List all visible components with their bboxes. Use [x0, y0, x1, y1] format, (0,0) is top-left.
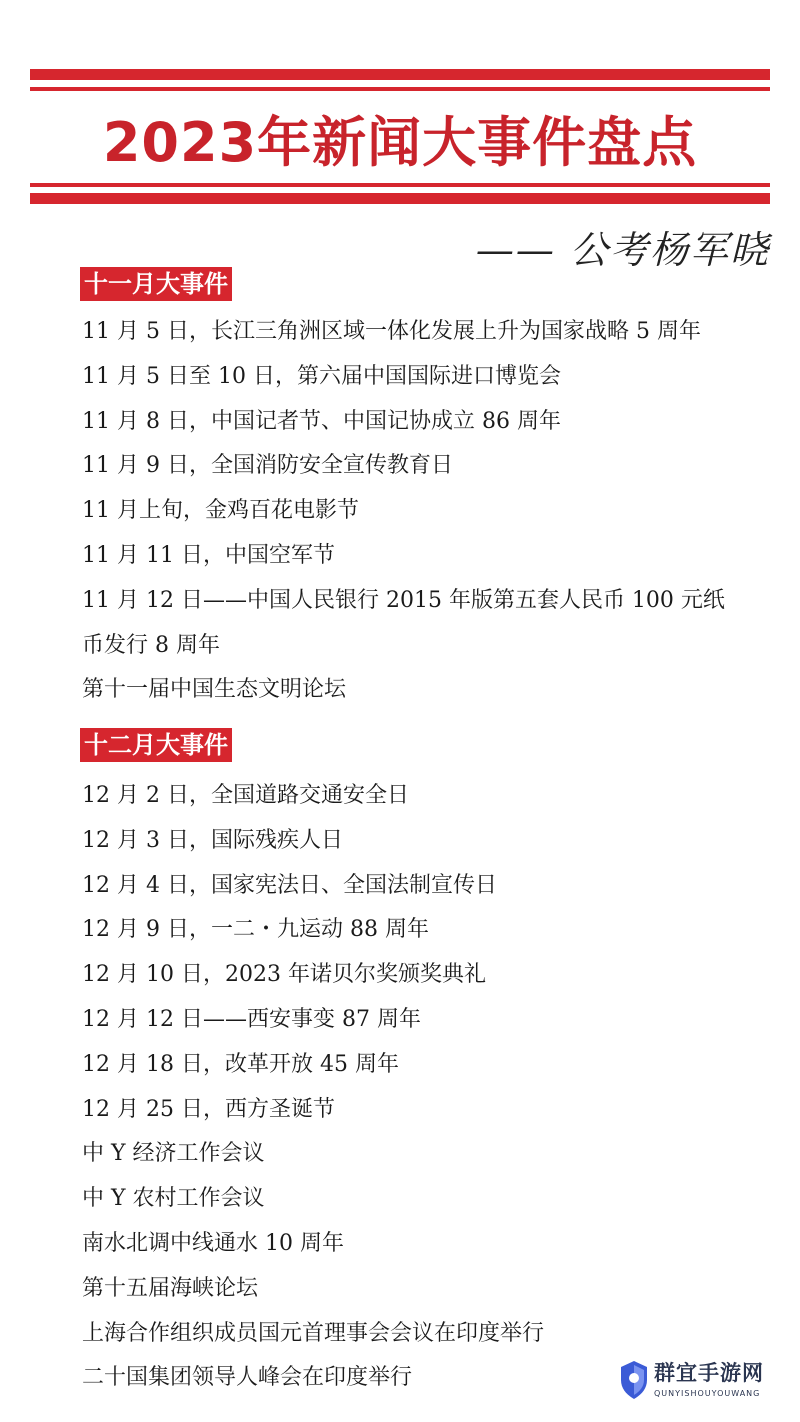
bottom-red-rule-thin [30, 183, 770, 187]
list-item: 12 月 9 日，一二・九运动 88 周年 [82, 917, 429, 943]
list-item: 中 Y 农村工作会议 [82, 1186, 265, 1212]
list-item: 11 月 12 日——中国人民银行 2015 年版第五套人民币 100 元纸 [82, 587, 725, 613]
list-item: 11 月 5 日至 10 日，第六届中国国际进口博览会 [82, 363, 561, 389]
list-item: 第十一届中国生态文明论坛 [82, 677, 347, 703]
list-item: 12 月 3 日，国际残疾人日 [82, 827, 343, 853]
list-item: 第十五届海峡论坛 [82, 1275, 259, 1301]
watermark-name: 群宜手游网 [654, 1361, 764, 1385]
list-item: 中 Y 经济工作会议 [82, 1141, 265, 1167]
list-item: 二十国集团领导人峰会在印度举行 [82, 1365, 413, 1391]
watermark-subtitle: QUNYISHOUYOUWANG [654, 1389, 761, 1398]
list-item: 11 月 8 日，中国记者节、中国记协成立 86 周年 [82, 408, 561, 434]
list-item: 11 月上旬，金鸡百花电影节 [82, 498, 359, 524]
list-item: 上海合作组织成员国元首理事会会议在印度举行 [82, 1320, 545, 1346]
bottom-red-rule-thick [30, 193, 770, 204]
top-red-rule-thin [30, 87, 770, 91]
list-item: 南水北调中线通水 10 周年 [82, 1230, 344, 1256]
list-item: 12 月 10 日，2023 年诺贝尔奖颁奖典礼 [82, 962, 486, 988]
section-heading-december: 十二月大事件 [80, 728, 232, 762]
section-heading-november: 十一月大事件 [80, 267, 232, 301]
list-item: 币发行 8 周年 [82, 632, 220, 658]
list-item: 11 月 11 日，中国空军节 [82, 542, 335, 568]
november-event-list [82, 310, 725, 713]
list-item: 12 月 12 日——西安事变 87 周年 [82, 1006, 421, 1032]
list-item: 12 月 18 日，改革开放 45 周年 [82, 1051, 399, 1077]
page-title: 2023年新闻大事件盘点 [102, 111, 698, 174]
list-item: 11 月 9 日，全国消防安全宣传教育日 [82, 453, 453, 479]
list-item: 12 月 2 日，全国道路交通安全日 [82, 783, 409, 808]
watermark-logo [620, 1358, 780, 1408]
shield-logo-icon [620, 1360, 648, 1400]
list-item: 11 月 5 日，长江三角洲区域一体化发展上升为国家战略 5 周年 [82, 319, 701, 344]
list-item: 12 月 25 日，西方圣诞节 [82, 1096, 335, 1122]
december-event-list [82, 774, 544, 1401]
list-item: 12 月 4 日，国家宪法日、全国法制宣传日 [82, 872, 497, 898]
author-signature: —— 公考杨军晓 [475, 228, 770, 272]
top-red-rule-thick [30, 69, 770, 80]
